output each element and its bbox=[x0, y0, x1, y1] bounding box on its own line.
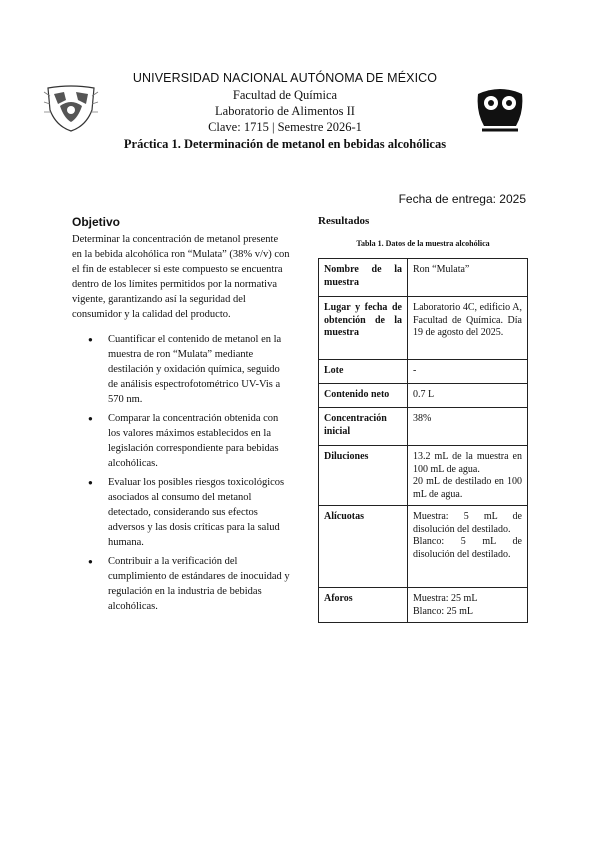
objective-bullet: ● Comparar la concentración obtenida con los valores máximos establecidos en la legislación correspondiente para bebidas alcohólicas. bbox=[72, 411, 290, 471]
course-code: Clave: 1715 | Semestre 2026-1 bbox=[208, 120, 362, 134]
value-line: 0.7 L bbox=[413, 389, 435, 400]
value-line: Blanco: 5 mL de disolución del destilado. bbox=[413, 536, 522, 560]
table-row bbox=[319, 360, 528, 384]
value-line: Muestra: 25 mL bbox=[413, 593, 478, 604]
row-value bbox=[408, 259, 528, 297]
table-row bbox=[319, 506, 528, 588]
row-label: Alícuotas bbox=[319, 506, 408, 588]
table-caption: Tabla 1. Datos de la muestra alcohólica bbox=[356, 239, 490, 248]
row-value bbox=[408, 408, 528, 446]
sample-data-table bbox=[318, 258, 528, 623]
row-label: Diluciones bbox=[319, 446, 408, 506]
university-name: UNIVERSIDAD NACIONAL AUTÓNOMA DE MÉXICO bbox=[132, 71, 438, 85]
table-row bbox=[319, 588, 528, 623]
objective-bullet: ● Evaluar los posibles riesgos toxicológicos asociados al consumo del metanol detectado, considerando sus efectos adversos y las dosis críticas para la salud humana. bbox=[72, 475, 290, 550]
row-label: Contenido neto bbox=[319, 384, 408, 408]
objective-bullets bbox=[72, 332, 290, 618]
value-line: - bbox=[413, 365, 417, 376]
objective-bullet: ● Cuantificar el contenido de metanol en la muestra de ron “Mulata” mediante destilación y oxidación química, seguido de análisis espectrofotométrico UV-Vis a 570 nm. bbox=[72, 332, 290, 407]
value-line: Blanco: 25 mL bbox=[413, 605, 473, 617]
objective-heading: Objetivo bbox=[72, 215, 121, 229]
value-line: Laboratorio 4C, edificio A, Facultad de Química. Día 19 de agosto del 2025. bbox=[413, 302, 522, 338]
faculty-name: Facultad de Química bbox=[232, 88, 338, 102]
table-row bbox=[319, 297, 528, 360]
objective-bullet: ● Contribuir a la verificación del cumplimiento de estándares de inocuidad y regulación en la industria de bebidas alcohólicas. bbox=[72, 554, 290, 614]
objective-text: Determinar la concentración de metanol presente en la bebida alcohólica ron “Mulata” (38% v/v) con el fin de establecer si este compuesto se encuentra dentro de los límites permitidos por la normativa vigente, garantizando así la seguridad del consumidor y la calidad del producto. bbox=[72, 234, 290, 320]
lab-name: Laboratorio de Alimentos II bbox=[215, 104, 355, 118]
table-row bbox=[319, 384, 528, 408]
value-line: 13.2 mL de la muestra en 100 mL de agua. bbox=[413, 451, 522, 475]
delivery-date: Fecha de entrega: 2025 bbox=[398, 192, 526, 206]
results-heading: Resultados bbox=[318, 215, 370, 227]
row-label: Nombre de la muestra bbox=[319, 259, 408, 297]
row-value bbox=[408, 588, 528, 623]
value-line: 38% bbox=[413, 413, 432, 424]
value-line: 20 mL de destilado en 100 mL de agua. bbox=[413, 476, 522, 500]
row-value bbox=[408, 384, 528, 408]
row-label: Concentración inicial bbox=[319, 408, 408, 446]
row-value bbox=[408, 360, 528, 384]
row-label: Lugar y fecha de obtención de la muestra bbox=[319, 297, 408, 360]
practice-title: Práctica 1. Determinación de metanol en bebidas alcohólicas bbox=[123, 137, 447, 151]
value-line: Ron “Mulata” bbox=[413, 264, 470, 275]
row-label: Lote bbox=[319, 360, 408, 384]
unam-crest-icon bbox=[42, 82, 100, 134]
table-row bbox=[319, 408, 528, 446]
row-label: Aforos bbox=[319, 588, 408, 623]
table-row bbox=[319, 446, 528, 506]
fq-owl-logo-icon bbox=[472, 86, 528, 132]
row-value bbox=[408, 506, 528, 588]
table-row bbox=[319, 259, 528, 297]
row-value bbox=[408, 446, 528, 506]
row-value bbox=[408, 297, 528, 360]
value-line: Muestra: 5 mL de disolución del destilado. bbox=[413, 511, 522, 535]
